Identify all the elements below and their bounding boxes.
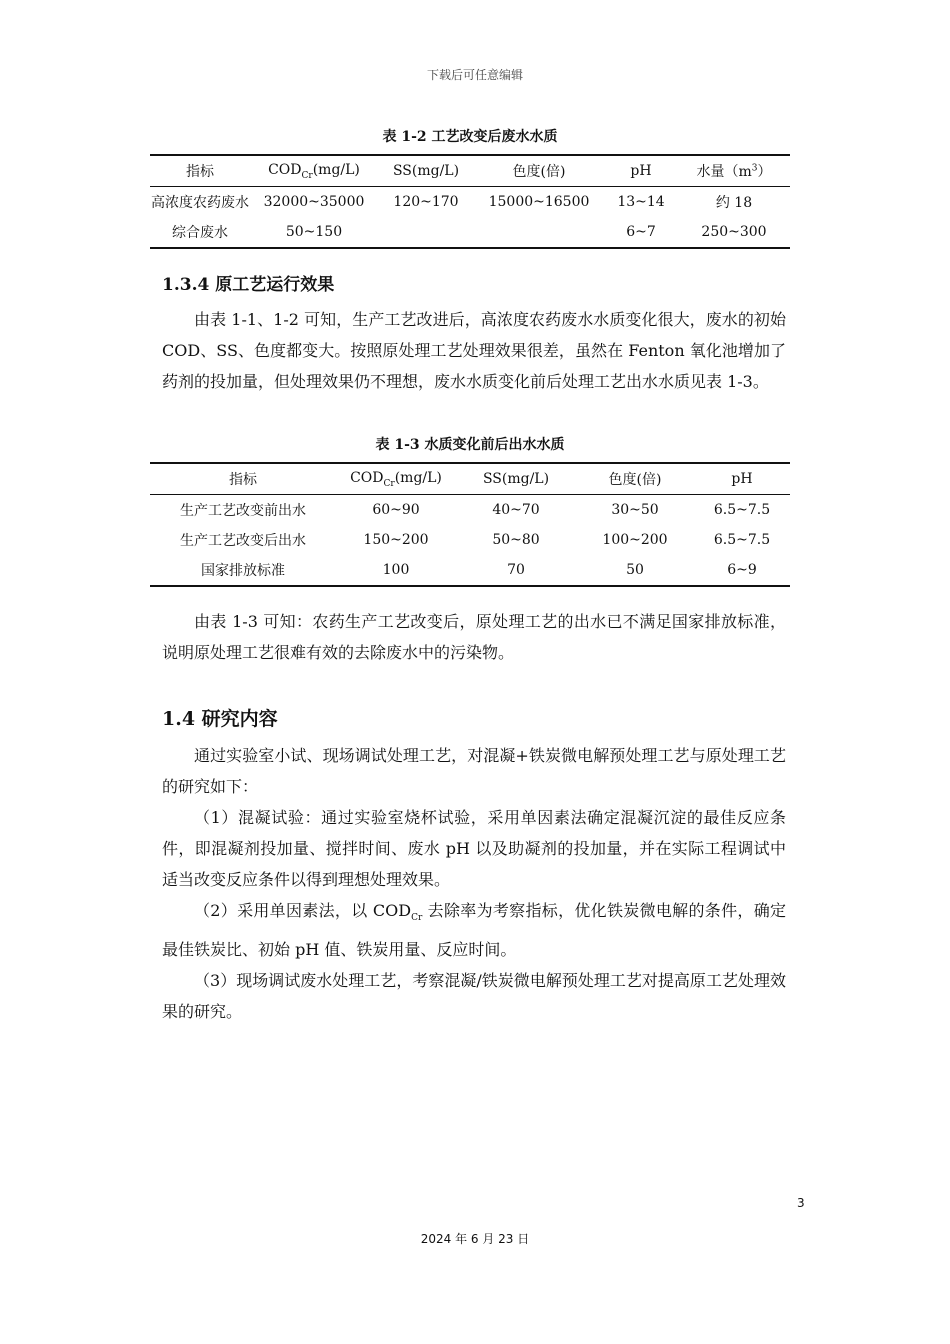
table-cell: 100~200 — [602, 532, 668, 548]
list-item: （3）现场调试废水处理工艺，考察混凝/铁炭微电解预处理工艺对提高原工艺处理效果的研究。 — [162, 971, 786, 1022]
table-cell: 150~200 — [363, 532, 429, 548]
water-quality-table-3 — [150, 462, 790, 587]
table-cell: 15000~16500 — [488, 194, 590, 210]
table-row — [150, 495, 790, 526]
column-header: SS(mg/L) — [378, 155, 474, 187]
table-caption: 表 1-2 工艺改变后废水水质 — [382, 129, 558, 145]
paragraph-text: 由表 1-3 可知：农药生产工艺改变后，原处理工艺的出水已不满足国家排放标准，说明原处理工艺很难有效的去除废水中的污染物。 — [162, 612, 786, 662]
table-cell: 100 — [382, 562, 410, 578]
column-header: 色度(倍) — [474, 155, 604, 187]
table-cell: 国家排放标准 — [201, 563, 285, 579]
header-note: 下载后可任意编辑 — [426, 68, 523, 82]
table-cell: 约 18 — [715, 195, 753, 211]
page-number: 3 — [797, 1196, 805, 1210]
table-cell: 30~50 — [611, 502, 659, 518]
water-quality-table-2 — [150, 154, 790, 249]
table-cell: 60~90 — [372, 502, 420, 518]
table-cell: 6.5~7.5 — [713, 532, 771, 548]
list-item: （2）采用单因素法，以 $COD_{Cr}$ 去除率为考察指标，优化铁炭微电解的条件，确定最佳铁炭比、初始 pH 值、铁炭用量、反应时间。 — [162, 901, 786, 960]
column-header: pH — [604, 155, 678, 187]
table-cell: 120~170 — [393, 194, 459, 210]
table-cell: 综合废水 — [172, 225, 228, 241]
column-header: $COD_{Cr}(mg/L)$ — [336, 463, 456, 495]
table-cell — [474, 217, 604, 248]
table-row — [150, 555, 790, 586]
table-cell — [378, 217, 474, 248]
table-cell: 生产工艺改变前出水 — [180, 503, 306, 519]
table-cell: 50~80 — [492, 532, 540, 548]
table-row — [150, 525, 790, 555]
column-header: SS(mg/L) — [456, 463, 576, 495]
paragraph-text: 由表 1-1、1-2 可知，生产工艺改进后，高浓度农药废水水质变化很大，废水的初始 COD、SS、色度都变大。按照原处理工艺处理效果很差，虽然在 Fenton 氧化池增加了药剂的投加量，但处理效果仍不理想，废水水质变化前后处理工艺出水水质见表 1-3。 — [162, 310, 786, 391]
paragraph — [162, 606, 786, 668]
section-heading-1-3-4: 1.3.4 原工艺运行效果 — [162, 275, 335, 295]
table-cell: 50 — [626, 562, 644, 578]
column-header: $COD_{Cr}(mg/L)$ — [250, 155, 378, 187]
table-cell: 32000~35000 — [263, 194, 365, 210]
column-header: pH — [694, 463, 790, 495]
table-cell: 40~70 — [492, 502, 540, 518]
table-cell: 6~7 — [626, 224, 656, 240]
table-row — [150, 187, 790, 218]
table-cell: 高浓度农药废水 — [151, 195, 249, 211]
column-header: 水量$(m^3)$ — [678, 155, 790, 187]
column-header: 色度(倍) — [576, 463, 694, 495]
footer-date: 2024 年 6 月 23 日 — [420, 1232, 530, 1246]
table-row — [150, 217, 790, 248]
section-heading-1-4: 1.4 研究内容 — [162, 708, 278, 730]
list-item: （1）混凝试验：通过实验室烧杯试验，采用单因素法确定混凝沉淀的最佳反应条件，即混凝剂投加量、搅拌时间、废水 pH 以及助凝剂的投加量，并在实际工程调试中适当改变反应条件以得到理想处理效果。 — [162, 808, 786, 889]
table-cell: 6.5~7.5 — [713, 502, 771, 518]
research-content — [162, 740, 786, 1027]
table-cell: 13~14 — [617, 194, 665, 210]
table-cell: 50~150 — [285, 224, 343, 240]
table-cell: 生产工艺改变后出水 — [180, 533, 306, 549]
paragraph — [162, 304, 786, 397]
table-cell: 70 — [507, 562, 525, 578]
paragraph-text: 通过实验室小试、现场调试处理工艺，对混凝+铁炭微电解预处理工艺与原处理工艺的研究如下： — [162, 746, 786, 796]
table-cell: 6~9 — [727, 562, 757, 578]
table-cell: 250~300 — [701, 224, 767, 240]
column-header: 指标 — [150, 155, 250, 187]
column-header: 指标 — [150, 463, 336, 495]
table-caption: 表 1-3 水质变化前后出水水质 — [375, 437, 565, 453]
